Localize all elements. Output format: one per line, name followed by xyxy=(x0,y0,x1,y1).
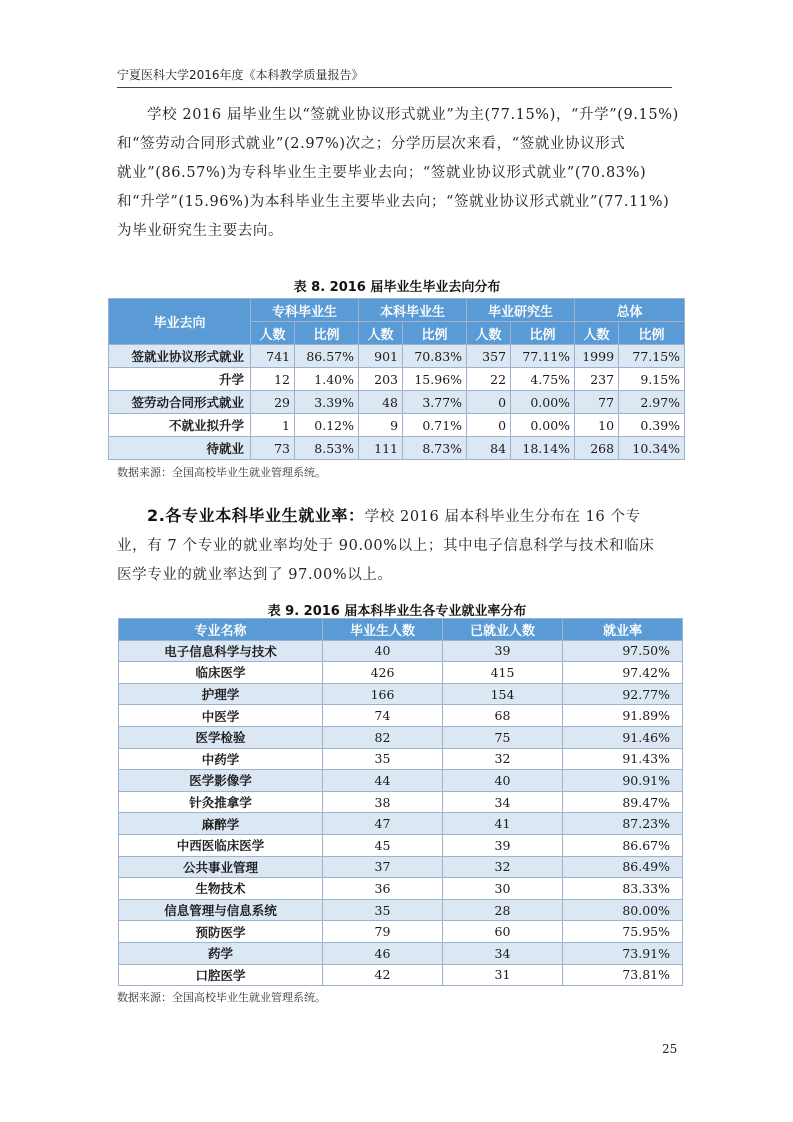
table8-sub-header: 比例 xyxy=(403,322,467,345)
count-cell: 0 xyxy=(467,391,511,414)
paragraph-line: 业，有 7 个专业的就业率均处于 90.00%以上；其中电子信息科学与技术和临床 xyxy=(117,538,655,554)
rate-cell: 75.95% xyxy=(563,921,683,943)
graduates-cell: 36 xyxy=(323,878,443,900)
ratio-cell: 2.97% xyxy=(619,391,685,414)
table8-group-header: 毕业研究生 xyxy=(467,299,575,322)
graduates-cell: 74 xyxy=(323,705,443,727)
rate-cell: 87.23% xyxy=(563,813,683,835)
graduates-cell: 46 xyxy=(323,942,443,964)
table-row xyxy=(119,662,683,684)
major-cell: 药学 xyxy=(119,942,323,964)
table-row xyxy=(119,705,683,727)
graduates-cell: 38 xyxy=(323,791,443,813)
count-cell: 10 xyxy=(575,414,619,437)
ratio-cell: 3.77% xyxy=(403,391,467,414)
employed-cell: 41 xyxy=(443,813,563,835)
ratio-cell: 18.14% xyxy=(511,437,575,460)
major-cell: 信息管理与信息系统 xyxy=(119,899,323,921)
table8-group-header: 总体 xyxy=(575,299,685,322)
graduates-cell: 426 xyxy=(323,662,443,684)
count-cell: 741 xyxy=(251,345,295,368)
table8-sub-header: 人数 xyxy=(251,322,295,345)
graduates-cell: 82 xyxy=(323,726,443,748)
rate-cell: 97.50% xyxy=(563,640,683,662)
table-row xyxy=(119,856,683,878)
graduates-cell: 166 xyxy=(323,683,443,705)
count-cell: 73 xyxy=(251,437,295,460)
table9-header: 已就业人数 xyxy=(443,619,563,641)
ratio-cell: 0.39% xyxy=(619,414,685,437)
count-cell: 268 xyxy=(575,437,619,460)
paragraph-line: 为毕业研究生主要去向。 xyxy=(117,223,284,239)
table8-corner-header: 毕业去向 xyxy=(109,299,251,345)
graduates-cell: 37 xyxy=(323,856,443,878)
employed-cell: 40 xyxy=(443,770,563,792)
table8-caption: 表 8. 2016 届毕业生毕业去向分布 xyxy=(293,280,501,295)
graduates-cell: 44 xyxy=(323,770,443,792)
major-cell: 口腔医学 xyxy=(119,964,323,986)
count-cell: 901 xyxy=(359,345,403,368)
graduates-cell: 42 xyxy=(323,964,443,986)
paragraph-line: 医学专业的就业率达到了 97.00%以上。 xyxy=(117,567,393,583)
table-row xyxy=(119,899,683,921)
table9-caption: 表 9. 2016 届本科毕业生各专业就业率分布 xyxy=(267,604,527,619)
count-cell: 357 xyxy=(467,345,511,368)
row-label: 签就业协议形式就业 xyxy=(109,345,251,368)
count-cell: 29 xyxy=(251,391,295,414)
table-row xyxy=(109,437,685,460)
paragraph-graduate-destinations xyxy=(117,101,677,246)
ratio-cell: 8.53% xyxy=(295,437,359,460)
paragraph-lead: 2.各专业本科毕业生就业率： xyxy=(147,506,365,525)
table-row xyxy=(109,414,685,437)
page-number: 25 xyxy=(662,1042,678,1056)
table9-header-row xyxy=(119,619,683,641)
table9-header: 专业名称 xyxy=(119,619,323,641)
ratio-cell: 10.34% xyxy=(619,437,685,460)
rate-cell: 91.46% xyxy=(563,726,683,748)
employed-cell: 68 xyxy=(443,705,563,727)
ratio-cell: 3.39% xyxy=(295,391,359,414)
rate-cell: 91.89% xyxy=(563,705,683,727)
employed-cell: 60 xyxy=(443,921,563,943)
graduates-cell: 35 xyxy=(323,899,443,921)
ratio-cell: 77.11% xyxy=(511,345,575,368)
count-cell: 1999 xyxy=(575,345,619,368)
row-label: 不就业拟升学 xyxy=(109,414,251,437)
rate-cell: 80.00% xyxy=(563,899,683,921)
major-cell: 临床医学 xyxy=(119,662,323,684)
major-cell: 麻醉学 xyxy=(119,813,323,835)
paragraph-line: 就业”(86.57%)为专科毕业生主要毕业去向；“签就业协议形式就业”(70.83%) xyxy=(117,165,647,181)
count-cell: 22 xyxy=(467,368,511,391)
table8-sub-header: 比例 xyxy=(295,322,359,345)
rate-cell: 86.49% xyxy=(563,856,683,878)
table-row xyxy=(119,942,683,964)
table8-sub-header: 比例 xyxy=(511,322,575,345)
count-cell: 0 xyxy=(467,414,511,437)
graduates-cell: 45 xyxy=(323,834,443,856)
ratio-cell: 0.71% xyxy=(403,414,467,437)
count-cell: 203 xyxy=(359,368,403,391)
major-cell: 中医学 xyxy=(119,705,323,727)
table9-header: 毕业生人数 xyxy=(323,619,443,641)
ratio-cell: 0.00% xyxy=(511,414,575,437)
major-cell: 预防医学 xyxy=(119,921,323,943)
table8-sub-header: 人数 xyxy=(575,322,619,345)
count-cell: 12 xyxy=(251,368,295,391)
rate-cell: 92.77% xyxy=(563,683,683,705)
ratio-cell: 9.15% xyxy=(619,368,685,391)
major-cell: 医学影像学 xyxy=(119,770,323,792)
major-cell: 公共事业管理 xyxy=(119,856,323,878)
table8-destination-distribution xyxy=(108,298,685,460)
rate-cell: 91.43% xyxy=(563,748,683,770)
count-cell: 48 xyxy=(359,391,403,414)
table-row xyxy=(119,813,683,835)
rate-cell: 89.47% xyxy=(563,791,683,813)
major-cell: 中药学 xyxy=(119,748,323,770)
rate-cell: 86.67% xyxy=(563,834,683,856)
graduates-cell: 47 xyxy=(323,813,443,835)
rate-cell: 90.91% xyxy=(563,770,683,792)
employed-cell: 34 xyxy=(443,942,563,964)
employed-cell: 28 xyxy=(443,899,563,921)
paragraph-text: 学校 2016 届本科毕业生分布在 16 个专 xyxy=(364,509,641,525)
ratio-cell: 1.40% xyxy=(295,368,359,391)
table-row xyxy=(119,791,683,813)
ratio-cell: 4.75% xyxy=(511,368,575,391)
employed-cell: 32 xyxy=(443,748,563,770)
count-cell: 9 xyxy=(359,414,403,437)
table-row xyxy=(119,921,683,943)
employed-cell: 39 xyxy=(443,834,563,856)
table8-sub-header: 人数 xyxy=(359,322,403,345)
major-cell: 电子信息科学与技术 xyxy=(119,640,323,662)
table9-source-note: 数据来源：全国高校毕业生就业管理系统。 xyxy=(117,991,326,1004)
table8-source-note: 数据来源：全国高校毕业生就业管理系统。 xyxy=(117,466,326,479)
row-label: 升学 xyxy=(109,368,251,391)
employed-cell: 39 xyxy=(443,640,563,662)
count-cell: 111 xyxy=(359,437,403,460)
table-row xyxy=(119,878,683,900)
graduates-cell: 79 xyxy=(323,921,443,943)
paragraph-line: 学校 2016 届毕业生以“签就业协议形式就业”为主(77.15%)，“升学”(9.15%) xyxy=(147,107,679,123)
paragraph-line xyxy=(117,501,677,532)
table8-sub-header: 比例 xyxy=(619,322,685,345)
paragraph-line: 和“升学”(15.96%)为本科毕业生主要毕业去向；“签就业协议形式就业”(77.11%) xyxy=(117,194,670,210)
table-row xyxy=(109,345,685,368)
table8-group-header: 本科毕业生 xyxy=(359,299,467,322)
table8-group-header-row xyxy=(109,299,685,322)
table-row xyxy=(119,726,683,748)
employed-cell: 75 xyxy=(443,726,563,748)
rate-cell: 73.91% xyxy=(563,942,683,964)
employed-cell: 415 xyxy=(443,662,563,684)
ratio-cell: 15.96% xyxy=(403,368,467,391)
count-cell: 1 xyxy=(251,414,295,437)
rate-cell: 97.42% xyxy=(563,662,683,684)
employed-cell: 32 xyxy=(443,856,563,878)
table9-employment-rate-by-major xyxy=(118,618,683,986)
major-cell: 护理学 xyxy=(119,683,323,705)
ratio-cell: 86.57% xyxy=(295,345,359,368)
table-row xyxy=(119,640,683,662)
ratio-cell: 8.73% xyxy=(403,437,467,460)
count-cell: 237 xyxy=(575,368,619,391)
table-row xyxy=(109,368,685,391)
count-cell: 77 xyxy=(575,391,619,414)
major-cell: 针灸推拿学 xyxy=(119,791,323,813)
table9-header: 就业率 xyxy=(563,619,683,641)
table-row xyxy=(119,964,683,986)
table-row xyxy=(119,683,683,705)
paragraph-line: 和“签劳动合同形式就业”(2.97%)次之；分学历层次来看，“签就业协议形式 xyxy=(117,136,626,152)
table-row xyxy=(119,748,683,770)
ratio-cell: 0.00% xyxy=(511,391,575,414)
graduates-cell: 35 xyxy=(323,748,443,770)
row-label: 待就业 xyxy=(109,437,251,460)
table-row xyxy=(119,770,683,792)
employed-cell: 30 xyxy=(443,878,563,900)
table8-group-header: 专科毕业生 xyxy=(251,299,359,322)
row-label: 签劳动合同形式就业 xyxy=(109,391,251,414)
employed-cell: 34 xyxy=(443,791,563,813)
ratio-cell: 70.83% xyxy=(403,345,467,368)
table-row xyxy=(119,834,683,856)
paragraph-major-employment xyxy=(117,501,677,590)
major-cell: 医学检验 xyxy=(119,726,323,748)
running-header: 宁夏医科大学2016年度《本科教学质量报告》 xyxy=(117,66,672,88)
rate-cell: 73.81% xyxy=(563,964,683,986)
table-row xyxy=(109,391,685,414)
employed-cell: 154 xyxy=(443,683,563,705)
ratio-cell: 0.12% xyxy=(295,414,359,437)
ratio-cell: 77.15% xyxy=(619,345,685,368)
major-cell: 生物技术 xyxy=(119,878,323,900)
employed-cell: 31 xyxy=(443,964,563,986)
table8-sub-header: 人数 xyxy=(467,322,511,345)
rate-cell: 83.33% xyxy=(563,878,683,900)
graduates-cell: 40 xyxy=(323,640,443,662)
major-cell: 中西医临床医学 xyxy=(119,834,323,856)
count-cell: 84 xyxy=(467,437,511,460)
